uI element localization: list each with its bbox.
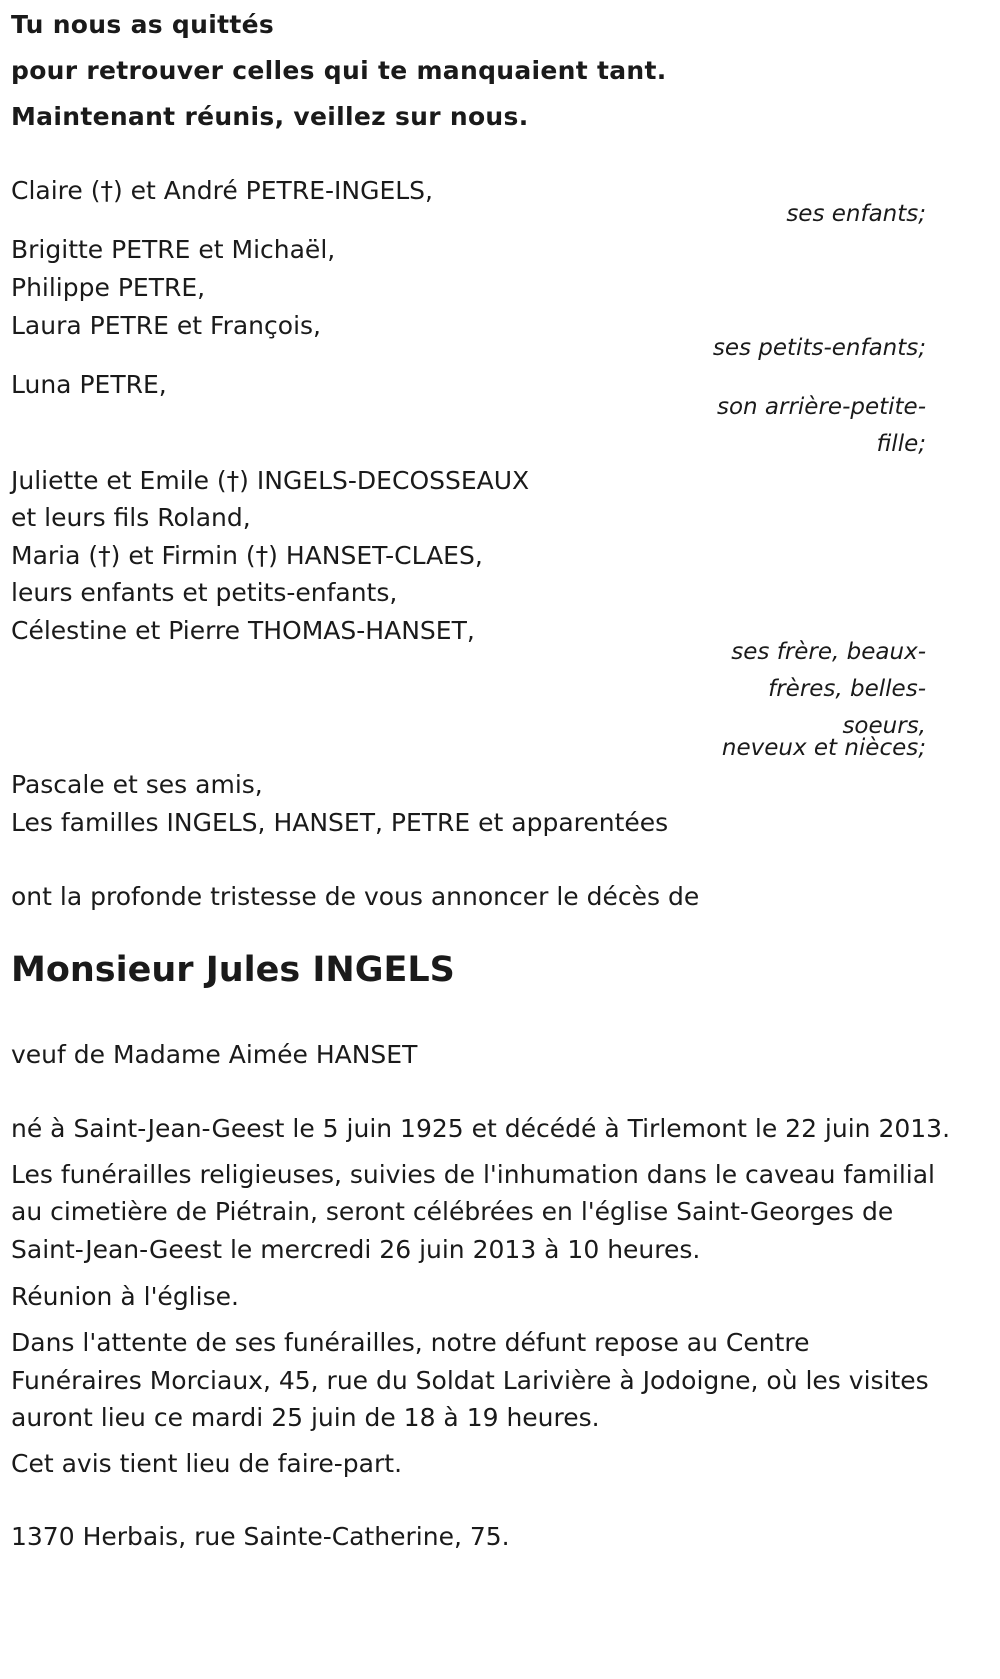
deceased-name: Monsieur Jules INGELS (11, 950, 455, 990)
siblings-role-1: ses frère, beaux- (731, 639, 926, 665)
funeral-line-3: Saint-Jean-Geest le mercredi 26 juin 2013 à 10 heures. (11, 1235, 701, 1264)
others-line-1: Pascale et ses amis, (11, 770, 263, 799)
funeral-line-2: au cimetière de Piétrain, seront célébrées en l'église Saint-Georges de (11, 1197, 894, 1226)
visit-line-3: auront lieu ce mardi 25 juin de 18 à 19 heures. (11, 1403, 600, 1432)
siblings-role-3: soeurs, (842, 713, 926, 739)
sibling-line-2: et leurs fils Roland, (11, 503, 251, 532)
sibling-line-1: Juliette et Emile (†) INGELS-DECOSSEAUX (11, 466, 530, 495)
children-line: Claire (†) et André PETRE-INGELS, (11, 176, 433, 205)
birth-death: né à Saint-Jean-Geest le 5 juin 1925 et décédé à Tirlemont le 22 juin 2013. (11, 1114, 951, 1143)
verse-line-1: Tu nous as quittés (11, 10, 275, 39)
grandchildren-role: ses petits-enfants; (712, 335, 926, 361)
great-grandchild-role-2: fille; (876, 431, 926, 457)
others-line-2: Les familles INGELS, HANSET, PETRE et apparentées (11, 808, 669, 837)
funeral-line-1: Les funérailles religieuses, suivies de l'inhumation dans le caveau familial (11, 1160, 935, 1189)
siblings-role-4: neveux et nièces; (721, 735, 926, 761)
address: 1370 Herbais, rue Sainte-Catherine, 75. (11, 1522, 510, 1551)
great-grandchild-line: Luna PETRE, (11, 370, 167, 399)
verse-line-2: pour retrouver celles qui te manquaient tant. (11, 56, 667, 85)
grandchild-line-2: Philippe PETRE, (11, 273, 206, 302)
visit-line-2: Funéraires Morciaux, 45, rue du Soldat Larivière à Jodoigne, où les visites (11, 1366, 929, 1395)
children-role: ses enfants; (786, 201, 926, 227)
meeting: Réunion à l'église. (11, 1282, 239, 1311)
great-grandchild-role-1: son arrière-petite- (716, 394, 926, 420)
sibling-line-4: leurs enfants et petits-enfants, (11, 578, 398, 607)
grandchild-line-3: Laura PETRE et François, (11, 311, 321, 340)
grandchild-line-1: Brigitte PETRE et Michaël, (11, 235, 336, 264)
siblings-role-2: frères, belles- (768, 676, 926, 702)
visit-line-1: Dans l'attente de ses funérailles, notre défunt repose au Centre (11, 1328, 810, 1357)
sibling-line-3: Maria (†) et Firmin (†) HANSET-CLAES, (11, 541, 483, 570)
sibling-line-5: Célestine et Pierre THOMAS-HANSET, (11, 616, 475, 645)
widower-of: veuf de Madame Aimée HANSET (11, 1040, 418, 1069)
notice: Cet avis tient lieu de faire-part. (11, 1449, 403, 1478)
announcement: ont la profonde tristesse de vous annoncer le décès de (11, 882, 700, 911)
verse-line-3: Maintenant réunis, veillez sur nous. (11, 102, 529, 131)
